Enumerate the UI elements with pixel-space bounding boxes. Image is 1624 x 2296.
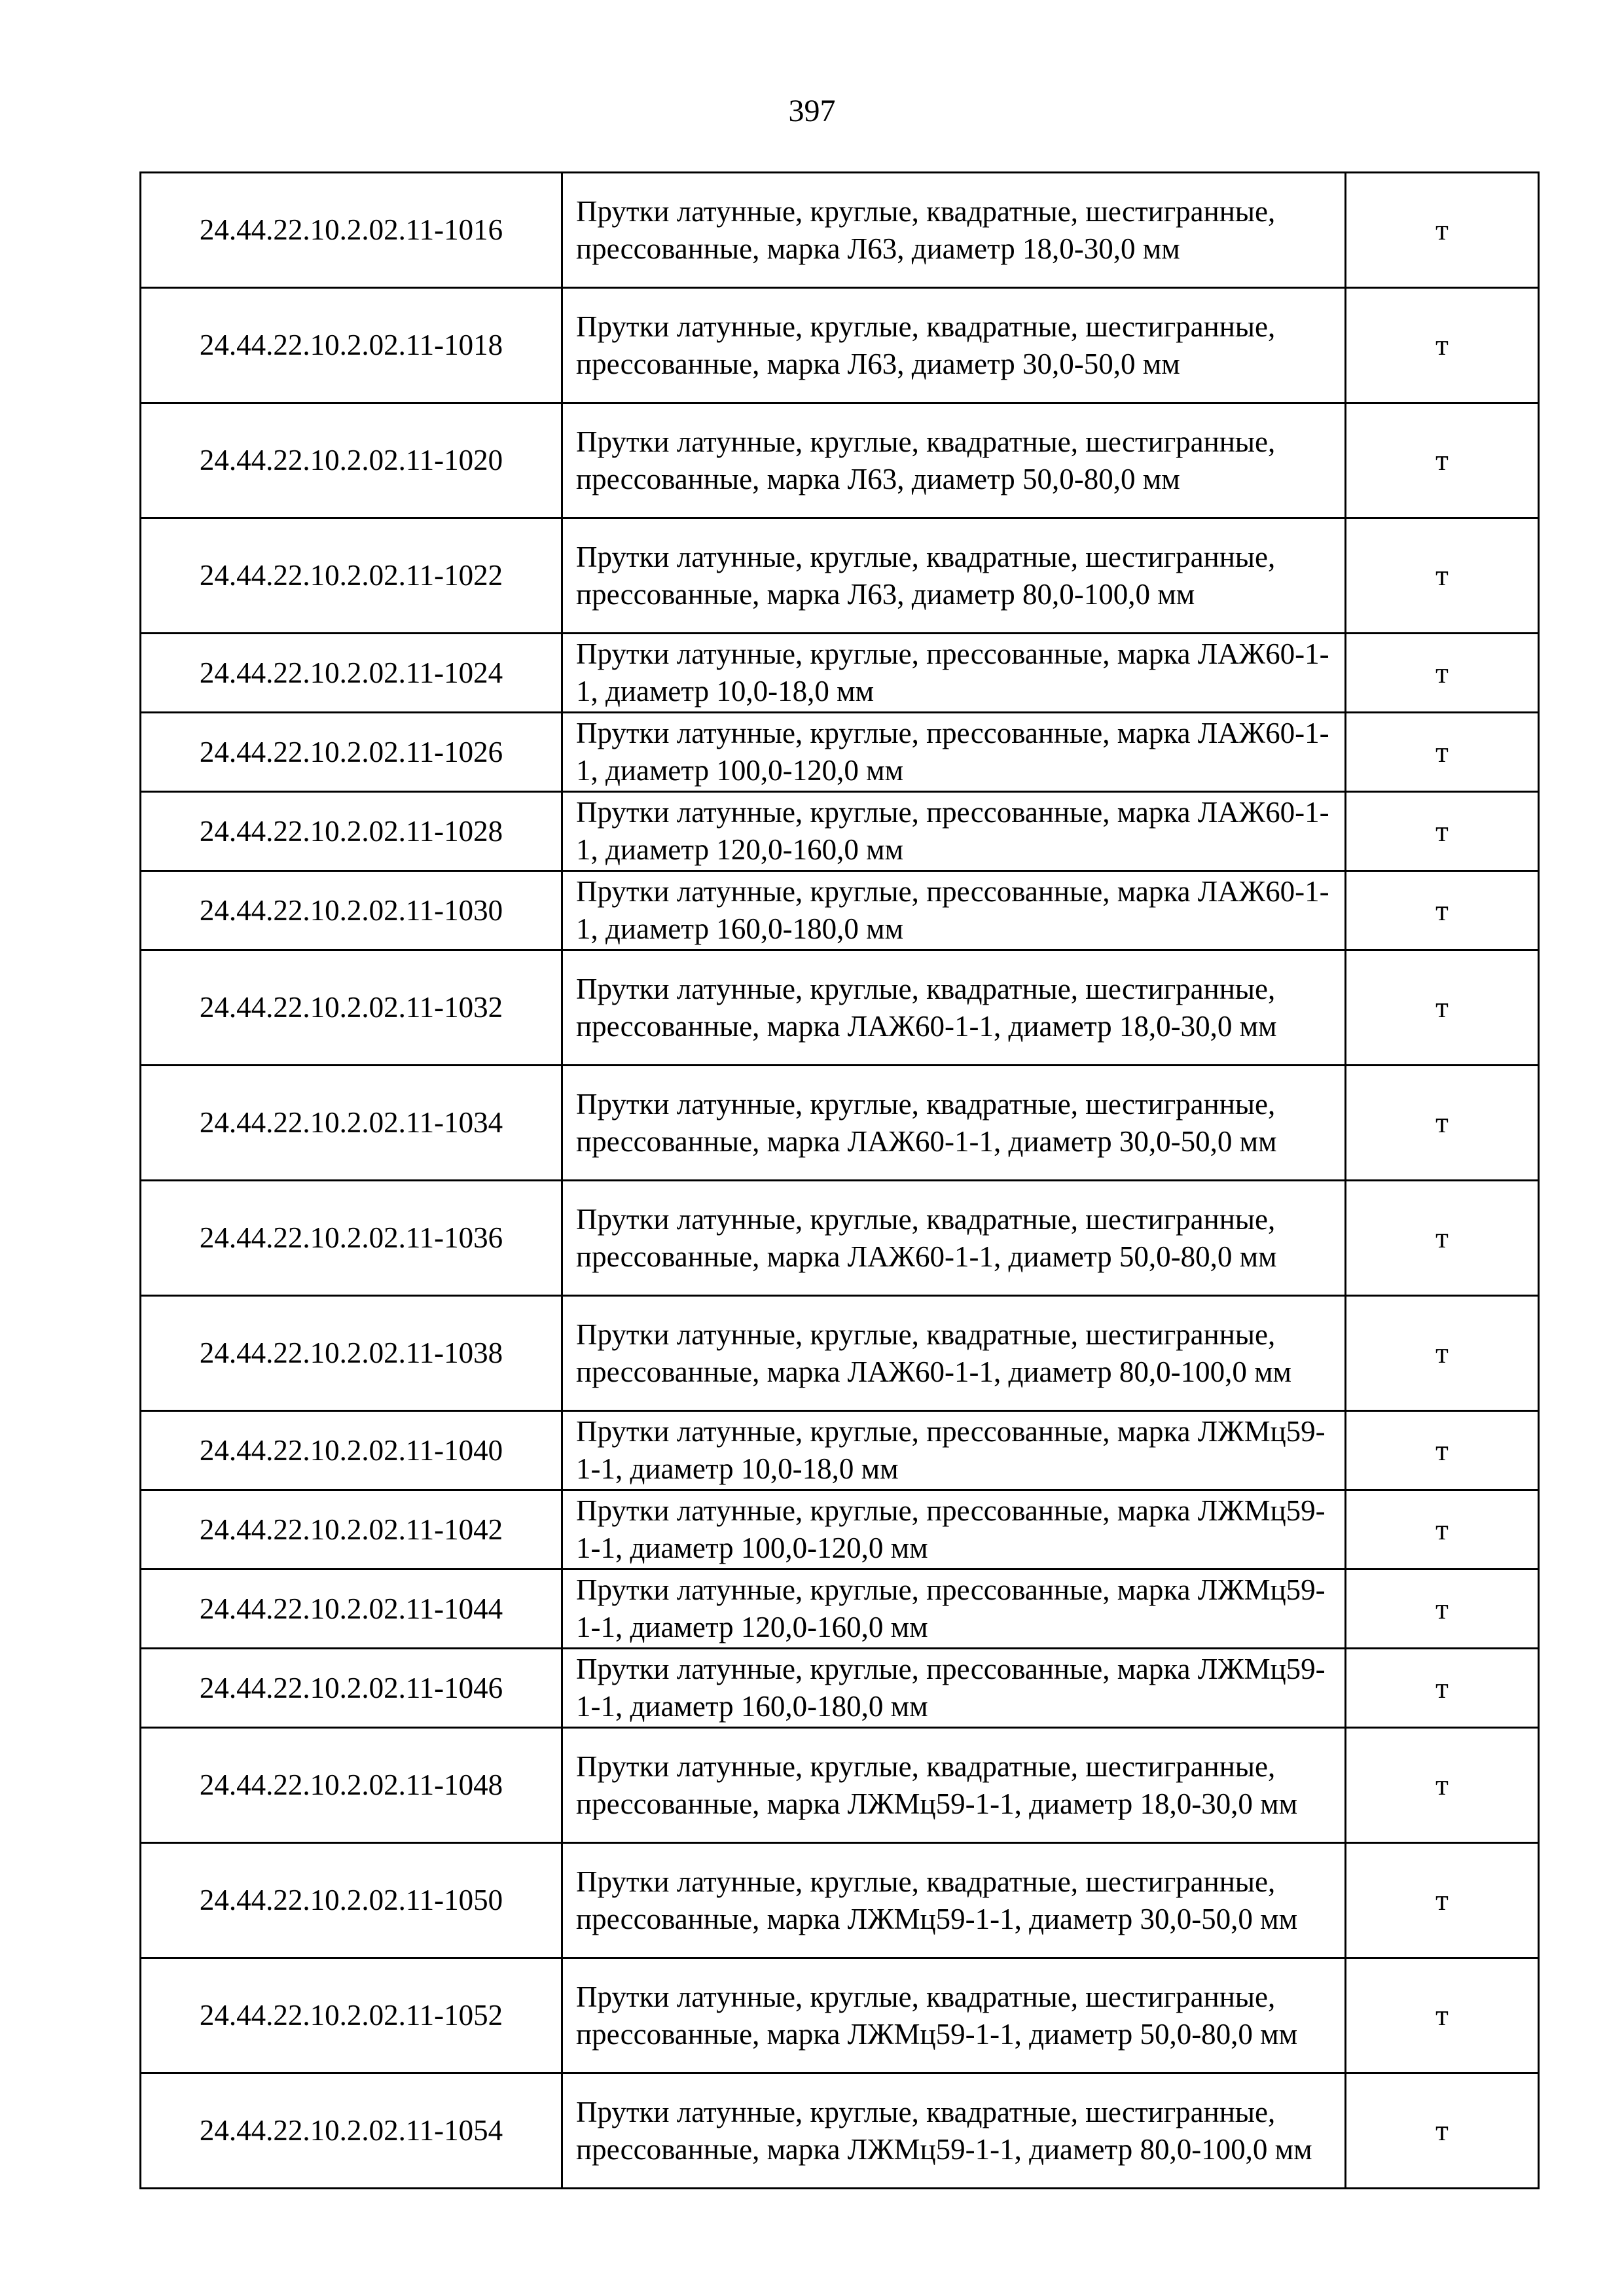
table-row bbox=[141, 1958, 1539, 2073]
table-row bbox=[141, 634, 1539, 713]
resource-description: Прутки латунные, круглые, квадратные, шестигранные, прессованные, марка Л63, диаметр 80,0-100,0 мм bbox=[562, 518, 1346, 634]
resource-code: 24.44.22.10.2.02.11-1020 bbox=[141, 403, 562, 518]
unit-of-measure: т bbox=[1346, 792, 1539, 871]
table-row bbox=[141, 1490, 1539, 1570]
table-row bbox=[141, 518, 1539, 634]
resource-description: Прутки латунные, круглые, квадратные, шестигранные, прессованные, марка ЛАЖ60-1-1, диаметр 50,0-80,0 мм bbox=[562, 1181, 1346, 1296]
table-row bbox=[141, 1296, 1539, 1411]
unit-of-measure: т bbox=[1346, 634, 1539, 713]
unit-of-measure: т bbox=[1346, 871, 1539, 950]
table-row bbox=[141, 1066, 1539, 1181]
unit-of-measure: т bbox=[1346, 173, 1539, 288]
resource-description: Прутки латунные, круглые, прессованные, марка ЛЖМц59-1-1, диаметр 160,0-180,0 мм bbox=[562, 1649, 1346, 1728]
resource-description: Прутки латунные, круглые, квадратные, шестигранные, прессованные, марка ЛАЖ60-1-1, диаметр 30,0-50,0 мм bbox=[562, 1066, 1346, 1181]
table-row bbox=[141, 1411, 1539, 1490]
resource-code: 24.44.22.10.2.02.11-1050 bbox=[141, 1843, 562, 1958]
unit-of-measure: т bbox=[1346, 2073, 1539, 2189]
resource-description: Прутки латунные, круглые, прессованные, марка ЛАЖ60-1-1, диаметр 10,0-18,0 мм bbox=[562, 634, 1346, 713]
resource-description: Прутки латунные, круглые, прессованные, марка ЛЖМц59-1-1, диаметр 10,0-18,0 мм bbox=[562, 1411, 1346, 1490]
resource-description: Прутки латунные, круглые, квадратные, шестигранные, прессованные, марка ЛАЖ60-1-1, диаметр 18,0-30,0 мм bbox=[562, 950, 1346, 1066]
resource-description: Прутки латунные, круглые, квадратные, шестигранные, прессованные, марка ЛЖМц59-1-1, диаметр 18,0-30,0 мм bbox=[562, 1728, 1346, 1843]
resource-code: 24.44.22.10.2.02.11-1048 bbox=[141, 1728, 562, 1843]
resource-code: 24.44.22.10.2.02.11-1042 bbox=[141, 1490, 562, 1570]
resource-code: 24.44.22.10.2.02.11-1038 bbox=[141, 1296, 562, 1411]
resource-code: 24.44.22.10.2.02.11-1018 bbox=[141, 288, 562, 403]
resource-code: 24.44.22.10.2.02.11-1036 bbox=[141, 1181, 562, 1296]
table-row bbox=[141, 713, 1539, 792]
unit-of-measure: т bbox=[1346, 403, 1539, 518]
unit-of-measure: т bbox=[1346, 1411, 1539, 1490]
unit-of-measure: т bbox=[1346, 518, 1539, 634]
unit-of-measure: т bbox=[1346, 1958, 1539, 2073]
unit-of-measure: т bbox=[1346, 1181, 1539, 1296]
unit-of-measure: т bbox=[1346, 1490, 1539, 1570]
table-row bbox=[141, 1570, 1539, 1649]
resource-code: 24.44.22.10.2.02.11-1046 bbox=[141, 1649, 562, 1728]
unit-of-measure: т bbox=[1346, 1066, 1539, 1181]
resource-description: Прутки латунные, круглые, квадратные, шестигранные, прессованные, марка ЛЖМц59-1-1, диаметр 80,0-100,0 мм bbox=[562, 2073, 1346, 2189]
table-row bbox=[141, 1649, 1539, 1728]
resource-code: 24.44.22.10.2.02.11-1054 bbox=[141, 2073, 562, 2189]
resource-code: 24.44.22.10.2.02.11-1030 bbox=[141, 871, 562, 950]
resource-code: 24.44.22.10.2.02.11-1022 bbox=[141, 518, 562, 634]
table-row bbox=[141, 2073, 1539, 2189]
table-row bbox=[141, 403, 1539, 518]
table-row bbox=[141, 1181, 1539, 1296]
resource-code: 24.44.22.10.2.02.11-1032 bbox=[141, 950, 562, 1066]
resource-code: 24.44.22.10.2.02.11-1052 bbox=[141, 1958, 562, 2073]
resource-description: Прутки латунные, круглые, прессованные, марка ЛЖМц59-1-1, диаметр 100,0-120,0 мм bbox=[562, 1490, 1346, 1570]
table-row bbox=[141, 1843, 1539, 1958]
unit-of-measure: т bbox=[1346, 950, 1539, 1066]
unit-of-measure: т bbox=[1346, 1570, 1539, 1649]
unit-of-measure: т bbox=[1346, 1649, 1539, 1728]
resource-description: Прутки латунные, круглые, прессованные, марка ЛАЖ60-1-1, диаметр 120,0-160,0 мм bbox=[562, 792, 1346, 871]
resource-description: Прутки латунные, круглые, квадратные, шестигранные, прессованные, марка Л63, диаметр 18,0-30,0 мм bbox=[562, 173, 1346, 288]
unit-of-measure: т bbox=[1346, 288, 1539, 403]
table-row bbox=[141, 1728, 1539, 1843]
table-row bbox=[141, 871, 1539, 950]
resource-description: Прутки латунные, круглые, квадратные, шестигранные, прессованные, марка ЛЖМц59-1-1, диаметр 50,0-80,0 мм bbox=[562, 1958, 1346, 2073]
resource-code: 24.44.22.10.2.02.11-1034 bbox=[141, 1066, 562, 1181]
table-row bbox=[141, 288, 1539, 403]
resource-code: 24.44.22.10.2.02.11-1040 bbox=[141, 1411, 562, 1490]
unit-of-measure: т bbox=[1346, 1843, 1539, 1958]
resource-code: 24.44.22.10.2.02.11-1026 bbox=[141, 713, 562, 792]
resource-description: Прутки латунные, круглые, прессованные, марка ЛЖМц59-1-1, диаметр 120,0-160,0 мм bbox=[562, 1570, 1346, 1649]
resource-description: Прутки латунные, круглые, прессованные, марка ЛАЖ60-1-1, диаметр 100,0-120,0 мм bbox=[562, 713, 1346, 792]
resource-code: 24.44.22.10.2.02.11-1024 bbox=[141, 634, 562, 713]
table-row bbox=[141, 173, 1539, 288]
resource-description: Прутки латунные, круглые, квадратные, шестигранные, прессованные, марка Л63, диаметр 30,0-50,0 мм bbox=[562, 288, 1346, 403]
resource-description: Прутки латунные, круглые, квадратные, шестигранные, прессованные, марка Л63, диаметр 50,0-80,0 мм bbox=[562, 403, 1346, 518]
resource-code: 24.44.22.10.2.02.11-1044 bbox=[141, 1570, 562, 1649]
materials-table bbox=[139, 171, 1540, 2189]
resource-description: Прутки латунные, круглые, прессованные, марка ЛАЖ60-1-1, диаметр 160,0-180,0 мм bbox=[562, 871, 1346, 950]
table-row bbox=[141, 950, 1539, 1066]
resource-description: Прутки латунные, круглые, квадратные, шестигранные, прессованные, марка ЛАЖ60-1-1, диаметр 80,0-100,0 мм bbox=[562, 1296, 1346, 1411]
unit-of-measure: т bbox=[1346, 713, 1539, 792]
unit-of-measure: т bbox=[1346, 1728, 1539, 1843]
resource-code: 24.44.22.10.2.02.11-1016 bbox=[141, 173, 562, 288]
resource-description: Прутки латунные, круглые, квадратные, шестигранные, прессованные, марка ЛЖМц59-1-1, диаметр 30,0-50,0 мм bbox=[562, 1843, 1346, 1958]
table-row bbox=[141, 792, 1539, 871]
page-number: 397 bbox=[788, 94, 836, 128]
resource-code: 24.44.22.10.2.02.11-1028 bbox=[141, 792, 562, 871]
unit-of-measure: т bbox=[1346, 1296, 1539, 1411]
